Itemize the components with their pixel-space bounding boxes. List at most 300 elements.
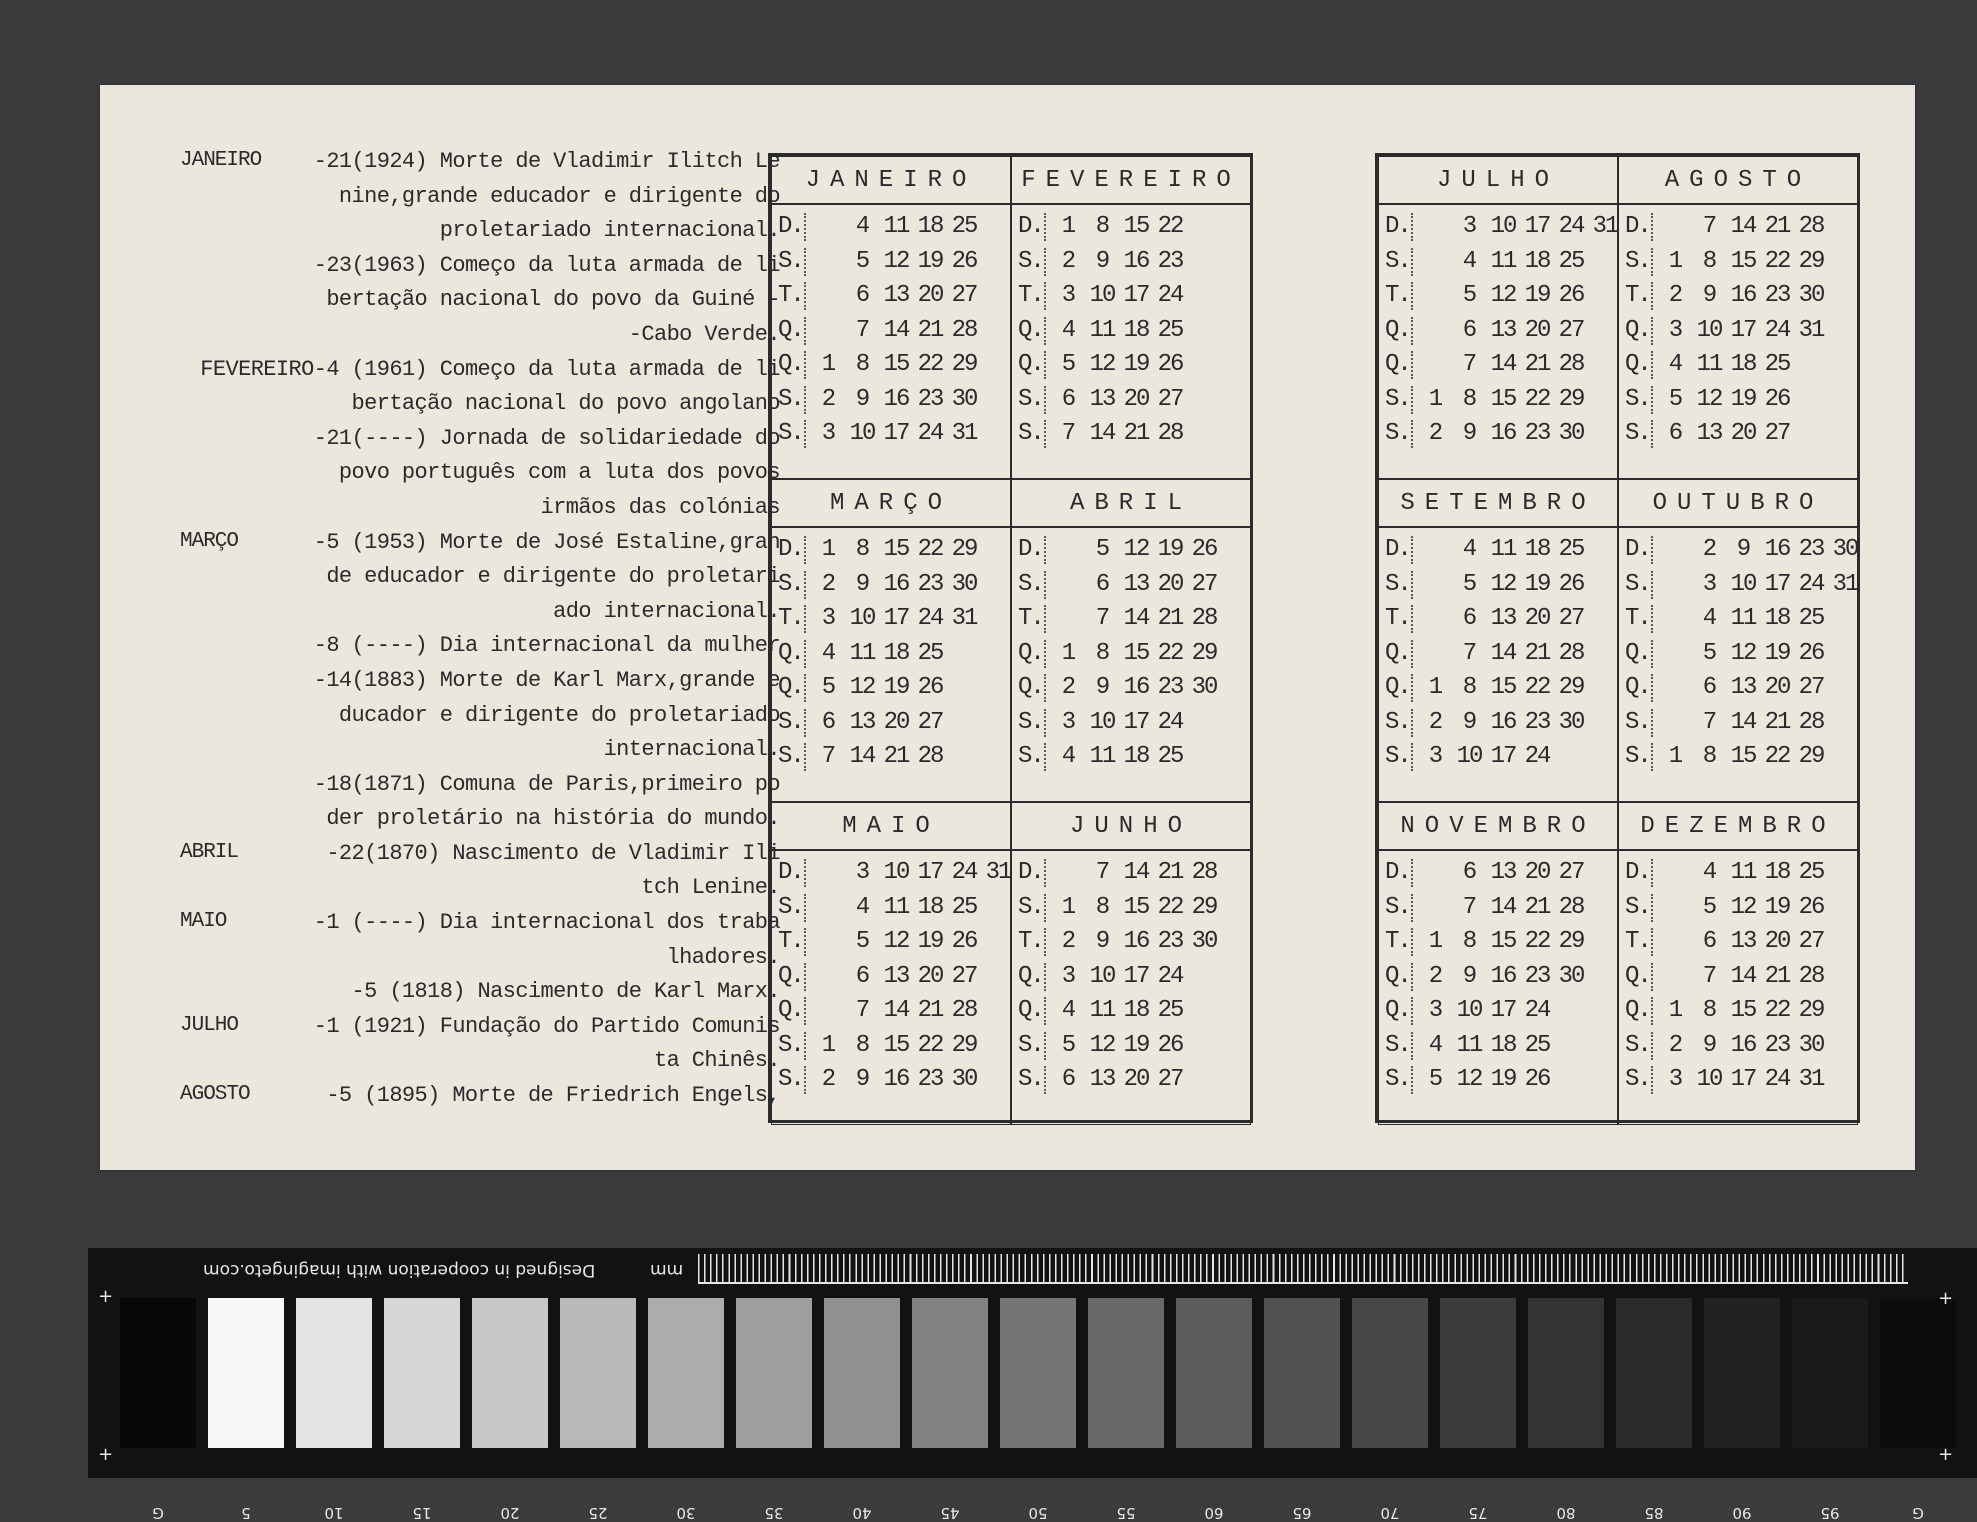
weekday-label: T.	[1018, 282, 1043, 309]
day-number: 27	[1764, 420, 1790, 447]
day-number: 24	[1764, 1066, 1790, 1093]
weekday-label: Q.	[1018, 997, 1043, 1024]
day-number: 8	[1702, 997, 1716, 1024]
day-number: 19	[1524, 570, 1550, 598]
day-number: 11	[849, 639, 875, 667]
gray-patch	[648, 1298, 724, 1448]
month-outubro	[1618, 479, 1858, 802]
event-text: irmãos das colónias	[540, 494, 780, 520]
weekday-separator	[1411, 743, 1413, 771]
weekday-row	[1619, 416, 1857, 451]
day-number: 14	[1490, 351, 1516, 378]
day-number: 22	[1764, 743, 1790, 770]
day-number: 19	[1730, 385, 1756, 413]
weekday-separator	[804, 674, 806, 702]
day-number: 29	[1191, 639, 1217, 667]
day-number: 7	[1095, 605, 1109, 632]
day-number: 6	[1462, 316, 1476, 344]
day-number: 20	[1524, 316, 1550, 344]
event-text: -5 (1895) Morte de Friedrich Engels,	[326, 1083, 780, 1109]
day-number: 24	[951, 859, 977, 886]
day-number: 6	[821, 708, 835, 736]
gray-patch	[1352, 1298, 1428, 1448]
day-number: 29	[1798, 743, 1824, 770]
day-number: 20	[1524, 859, 1550, 886]
weekday-row	[1619, 1028, 1857, 1063]
day-number: 25	[1524, 1031, 1550, 1059]
day-number: 16	[1123, 247, 1149, 275]
day-number: 9	[1702, 282, 1716, 309]
weekday-row	[1012, 313, 1250, 348]
weekday-label: D.	[1625, 213, 1650, 240]
weekday-separator	[804, 536, 806, 564]
day-number: 24	[1558, 213, 1584, 240]
day-number: 28	[1798, 962, 1824, 990]
weekday-separator	[1411, 894, 1413, 922]
day-number: 24	[1157, 962, 1183, 990]
weekday-row	[1619, 636, 1857, 671]
weekday-row	[1379, 1062, 1617, 1097]
day-number: 3	[855, 859, 869, 886]
gray-patch	[1088, 1298, 1164, 1448]
weekday-label: Q.	[778, 962, 803, 990]
weekday-label: S.	[1385, 1031, 1410, 1059]
day-number: 2	[1061, 247, 1075, 275]
day-number: 21	[1123, 420, 1149, 447]
day-number: 24	[1524, 743, 1550, 770]
day-number: 3	[1428, 743, 1442, 770]
day-number: 21	[917, 316, 943, 344]
day-number: 1	[1668, 997, 1682, 1024]
day-number: 24	[1764, 316, 1790, 344]
month-fevereiro	[1011, 156, 1251, 479]
month-janeiro	[771, 156, 1011, 479]
day-number: 7	[1462, 893, 1476, 921]
event-text: lhadores.	[666, 944, 780, 970]
day-number: 14	[883, 997, 909, 1024]
day-number: 23	[1524, 962, 1550, 990]
day-number: 15	[1490, 928, 1516, 955]
day-number: 15	[1490, 674, 1516, 701]
weekday-row	[1619, 347, 1857, 382]
weekday-separator	[1411, 317, 1413, 345]
event-text: ado internacional.	[553, 598, 780, 624]
event-text: -14(1883) Morte de Karl Marx,grande e	[313, 667, 780, 693]
weekday-separator	[804, 351, 806, 379]
day-number: 8	[855, 351, 869, 378]
day-number: 13	[1123, 570, 1149, 598]
gray-patch	[472, 1298, 548, 1448]
weekday-label: S.	[778, 1031, 803, 1059]
month-name: DEZEMBRO	[1640, 813, 1836, 840]
month-abril	[1011, 479, 1251, 802]
day-number: 30	[1558, 962, 1584, 990]
day-number: 27	[1157, 1066, 1183, 1093]
day-number: 21	[1764, 962, 1790, 990]
weekday-label: S.	[1385, 570, 1410, 598]
day-number: 19	[917, 928, 943, 955]
day-number: 19	[917, 247, 943, 275]
day-number: 17	[917, 859, 943, 886]
day-number: 10	[1696, 1066, 1722, 1093]
day-number: 27	[1157, 385, 1183, 413]
weekday-row	[772, 382, 1010, 417]
day-number: 24	[1524, 997, 1550, 1024]
weekday-label: D.	[1385, 213, 1410, 240]
day-number: 16	[1730, 1031, 1756, 1059]
month-header-rule	[1012, 203, 1250, 205]
weekday-separator	[804, 282, 806, 310]
weekday-label: S.	[1625, 743, 1650, 770]
weekday-label: D.	[1625, 859, 1650, 886]
strip-unit: mm	[650, 1260, 684, 1280]
weekday-label: S.	[1018, 570, 1043, 598]
weekday-row	[1379, 739, 1617, 774]
weekday-separator	[804, 213, 806, 241]
day-number: 19	[1157, 536, 1183, 563]
patch-label: 55	[1116, 1504, 1136, 1522]
day-number: 14	[1490, 639, 1516, 667]
month-header-rule	[1619, 849, 1857, 851]
event-text: FEVEREIRO-4 (1961) Começo da luta armada de li	[200, 356, 780, 382]
day-number: 30	[951, 385, 977, 413]
weekday-separator	[804, 317, 806, 345]
day-number: 28	[1157, 420, 1183, 447]
weekday-label: S.	[778, 247, 803, 275]
day-number: 29	[1798, 247, 1824, 275]
day-number: 19	[1524, 282, 1550, 309]
weekday-label: Q.	[778, 674, 803, 701]
event-text: -Cabo Verde.	[628, 321, 780, 347]
weekday-row	[1619, 209, 1857, 244]
day-number: 24	[917, 420, 943, 447]
day-number: 6	[855, 962, 869, 990]
day-number: 8	[855, 536, 869, 563]
weekday-row	[1012, 636, 1250, 671]
month-setembro	[1378, 479, 1618, 802]
weekday-separator	[804, 640, 806, 668]
day-number: 13	[883, 962, 909, 990]
weekday-separator	[1651, 420, 1653, 448]
event-line	[180, 491, 780, 526]
weekday-row	[772, 924, 1010, 959]
patch-label: 80	[1556, 1504, 1576, 1522]
day-number: 3	[1061, 282, 1075, 309]
patch-label: 15	[412, 1504, 432, 1522]
weekday-row	[1012, 209, 1250, 244]
day-number: 5	[1061, 351, 1075, 378]
patch-label: G	[152, 1504, 164, 1522]
day-number: 7	[1702, 962, 1716, 990]
event-line	[180, 699, 780, 734]
day-number: 12	[1456, 1066, 1482, 1093]
weekday-label: Q.	[1625, 674, 1650, 701]
event-line	[180, 1010, 780, 1045]
day-number: 5	[855, 247, 869, 275]
event-month: JANEIRO	[180, 149, 262, 172]
event-text: der proletário na história do mundo.	[326, 806, 780, 832]
weekday-row	[772, 601, 1010, 636]
day-number: 21	[1764, 213, 1790, 240]
weekday-label: S.	[1385, 420, 1410, 447]
day-number: 2	[1061, 928, 1075, 955]
weekday-separator	[1044, 213, 1046, 241]
weekday-separator	[1651, 605, 1653, 633]
calendar-card	[100, 85, 1915, 1170]
day-number: 12	[1730, 893, 1756, 921]
weekday-separator	[1651, 743, 1653, 771]
event-month: MAIO	[180, 910, 227, 934]
day-number: 30	[1798, 1031, 1824, 1059]
day-number: 16	[1490, 708, 1516, 736]
weekday-separator	[804, 248, 806, 276]
day-number: 25	[951, 213, 977, 240]
weekday-separator	[1044, 674, 1046, 702]
day-number: 13	[849, 708, 875, 736]
weekday-separator	[804, 571, 806, 599]
gray-patch	[1264, 1298, 1340, 1448]
day-number: 3	[1061, 962, 1075, 990]
day-number: 7	[1462, 639, 1476, 667]
registration-mark: +	[98, 1444, 114, 1465]
weekday-separator	[1044, 282, 1046, 310]
weekday-separator	[1651, 536, 1653, 564]
day-number: 11	[1089, 997, 1115, 1024]
day-number: 8	[1462, 674, 1476, 701]
patch-label: 35	[764, 1504, 784, 1522]
day-number: 20	[1524, 605, 1550, 632]
weekday-separator	[804, 997, 806, 1025]
day-number: 10	[883, 859, 909, 886]
day-number: 5	[1702, 893, 1716, 921]
weekday-label: S.	[778, 420, 803, 447]
weekday-separator	[1044, 420, 1046, 448]
weekday-row	[1012, 993, 1250, 1028]
weekday-separator	[1411, 674, 1413, 702]
patch-label: 85	[1644, 1504, 1664, 1522]
day-number: 26	[1157, 1031, 1183, 1059]
weekday-label: S.	[1625, 893, 1650, 921]
day-number: 9	[855, 385, 869, 413]
day-number: 25	[1764, 351, 1790, 378]
weekday-row	[1012, 739, 1250, 774]
weekday-row	[1619, 278, 1857, 313]
weekday-row	[772, 993, 1010, 1028]
day-number: 18	[917, 213, 943, 240]
day-number: 18	[917, 893, 943, 921]
day-number: 1	[1668, 247, 1682, 275]
month-header-rule	[1012, 849, 1250, 851]
day-number: 16	[1490, 420, 1516, 447]
month-novembro	[1378, 802, 1618, 1125]
weekday-row	[772, 1028, 1010, 1063]
day-number: 23	[1524, 708, 1550, 736]
day-number: 30	[1191, 674, 1217, 701]
day-number: 8	[1702, 743, 1716, 770]
day-number: 9	[1462, 708, 1476, 736]
day-number: 8	[1702, 247, 1716, 275]
weekday-row	[1012, 1062, 1250, 1097]
weekday-label: Q.	[1018, 316, 1043, 344]
mm-ruler	[698, 1254, 1908, 1284]
weekday-row	[1012, 890, 1250, 925]
gray-patch	[384, 1298, 460, 1448]
event-text: -21(----) Jornada de solidariedade do	[313, 425, 780, 451]
day-number: 29	[951, 351, 977, 378]
day-number: 17	[1730, 316, 1756, 344]
weekday-separator	[1411, 997, 1413, 1025]
day-number: 10	[1089, 708, 1115, 736]
weekday-row	[1619, 567, 1857, 602]
day-number: 4	[1061, 316, 1075, 344]
day-number: 2	[1428, 708, 1442, 736]
month-header-rule	[1379, 203, 1617, 205]
day-number: 31	[1798, 316, 1824, 344]
weekday-row	[1012, 705, 1250, 740]
day-number: 23	[917, 385, 943, 413]
day-number: 15	[883, 351, 909, 378]
weekday-separator	[1044, 894, 1046, 922]
event-line	[180, 837, 780, 872]
weekday-label: S.	[778, 893, 803, 921]
weekday-row	[1619, 313, 1857, 348]
weekday-separator	[1651, 997, 1653, 1025]
weekday-label: Q.	[1018, 674, 1043, 701]
day-number: 7	[1702, 213, 1716, 240]
event-text: nine,grande educador e dirigente do	[338, 183, 780, 209]
day-number: 4	[1061, 997, 1075, 1024]
day-number: 26	[1764, 385, 1790, 413]
day-number: 27	[1798, 928, 1824, 955]
weekday-row	[1012, 567, 1250, 602]
day-number: 25	[1157, 316, 1183, 344]
weekday-row	[1012, 278, 1250, 313]
day-number: 17	[1123, 282, 1149, 309]
day-number: 20	[1123, 1066, 1149, 1093]
event-text: povo português com a luta dos povos	[338, 460, 780, 486]
patch-label: 65	[1292, 1504, 1312, 1522]
month-março	[771, 479, 1011, 802]
day-number: 1	[1428, 385, 1442, 413]
day-number: 1	[821, 351, 835, 378]
weekday-row	[772, 244, 1010, 279]
event-line	[180, 145, 780, 180]
event-line	[180, 733, 780, 768]
day-number: 26	[1798, 893, 1824, 921]
event-line	[180, 941, 780, 976]
weekday-separator	[1651, 1032, 1653, 1060]
day-number: 5	[1061, 1031, 1075, 1059]
day-number: 25	[1558, 536, 1584, 563]
weekday-label: Q.	[778, 351, 803, 378]
weekday-label: S.	[1385, 1066, 1410, 1093]
day-number: 25	[1157, 997, 1183, 1024]
day-number: 5	[855, 928, 869, 955]
weekday-label: S.	[778, 570, 803, 598]
day-number: 23	[917, 1066, 943, 1093]
day-number: 23	[1764, 282, 1790, 309]
month-dezembro	[1618, 802, 1858, 1125]
day-number: 31	[1832, 570, 1858, 598]
patch-label: 95	[1820, 1504, 1840, 1522]
weekday-label: T.	[1625, 605, 1650, 632]
day-number: 26	[917, 674, 943, 701]
month-name: AGOSTO	[1664, 167, 1812, 194]
event-month: AGOSTO	[180, 1083, 250, 1107]
weekday-label: S.	[778, 385, 803, 413]
weekday-label: Q.	[778, 316, 803, 344]
weekday-label: S.	[1625, 247, 1650, 275]
patch-label: 40	[852, 1504, 872, 1522]
day-number: 23	[1524, 420, 1550, 447]
month-header-rule	[772, 526, 1010, 528]
day-number: 8	[1462, 385, 1476, 413]
weekday-row	[1619, 1062, 1857, 1097]
day-number: 21	[1764, 708, 1790, 736]
weekday-row	[1379, 1028, 1617, 1063]
weekday-label: S.	[1018, 893, 1043, 921]
day-number: 14	[1730, 962, 1756, 990]
weekday-label: T.	[1385, 605, 1410, 632]
weekday-separator	[1651, 351, 1653, 379]
weekday-separator	[1651, 963, 1653, 991]
day-number: 23	[1157, 247, 1183, 275]
weekday-separator	[1411, 709, 1413, 737]
day-number: 31	[1592, 213, 1618, 240]
day-number: 22	[1764, 997, 1790, 1024]
day-number: 28	[1558, 639, 1584, 667]
weekday-label: Q.	[1385, 639, 1410, 667]
weekday-row	[772, 1062, 1010, 1097]
day-number: 2	[821, 1066, 835, 1093]
weekday-label: S.	[1018, 420, 1043, 447]
day-number: 3	[1428, 997, 1442, 1024]
weekday-separator	[1651, 640, 1653, 668]
day-number: 17	[1490, 997, 1516, 1024]
month-header-rule	[1619, 203, 1857, 205]
day-number: 21	[1524, 893, 1550, 921]
event-line	[180, 560, 780, 595]
weekday-row	[1379, 855, 1617, 890]
day-number: 24	[917, 605, 943, 632]
day-number: 12	[1089, 1031, 1115, 1059]
day-number: 21	[917, 997, 943, 1024]
day-number: 1	[1668, 743, 1682, 770]
day-number: 16	[1123, 674, 1149, 701]
day-number: 9	[1702, 1031, 1716, 1059]
day-number: 11	[1696, 351, 1722, 378]
weekday-separator	[1044, 351, 1046, 379]
month-header-rule	[1619, 526, 1857, 528]
day-number: 24	[1798, 570, 1824, 598]
weekday-row	[1012, 924, 1250, 959]
weekday-row	[1619, 244, 1857, 279]
patch-label: 70	[1380, 1504, 1400, 1522]
weekday-label: T.	[1018, 605, 1043, 632]
day-number: 14	[883, 316, 909, 344]
day-number: 9	[855, 570, 869, 598]
day-number: 20	[1764, 674, 1790, 701]
weekday-label: D.	[1018, 213, 1043, 240]
weekday-separator	[1411, 859, 1413, 887]
day-number: 13	[1089, 1066, 1115, 1093]
event-line	[180, 1044, 780, 1079]
event-month: ABRIL	[180, 840, 239, 864]
weekday-label: T.	[1018, 928, 1043, 955]
gray-patch	[560, 1298, 636, 1448]
patch-label: 45	[940, 1504, 960, 1522]
day-number: 22	[1157, 639, 1183, 667]
